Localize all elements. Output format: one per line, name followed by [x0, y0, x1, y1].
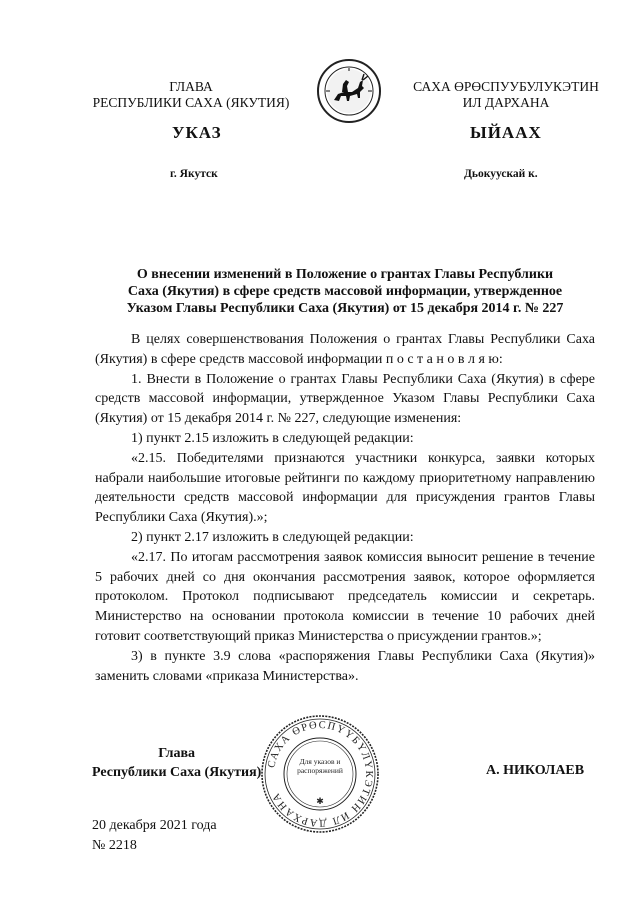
- paragraph: 2) пункт 2.17 изложить в следующей редакции:: [131, 529, 414, 545]
- header-left-line2: РЕСПУБЛИКИ САХА (ЯКУТИЯ): [92, 95, 290, 110]
- paragraph: В целях совершенствования Положения о грантах Главы Республики Саха (Якутия) в сфере средств массовой информации п о с т а н о в л я ю:: [95, 332, 595, 367]
- document-number: № 2218: [92, 838, 137, 853]
- title-line-1: О внесении изменений в Положение о грантах Главы Республики: [136, 267, 554, 282]
- official-seal-stamp: [258, 712, 382, 836]
- document-title: [95, 266, 595, 317]
- paragraph: 3) в пункте 3.9 слова «распоряжения Главы Республики Саха (Якутия)» заменить словами «приказа Министерства».: [95, 648, 595, 684]
- paragraph: «2.17. По итогам рассмотрения заявок комиссия выносит решение в течение 5 рабочих дней со дня окончания рассмотрения заявок, которое оформляется протоколом. Протокол подписывают председатель комиссии и секретарь. Министерство на основании протокола комиссии в течение 10 рабочих дней готовит соответствующий приказ Министерства о присуждении грантов.»;: [95, 549, 595, 644]
- paragraph: 1) пункт 2.15 изложить в следующей редакции:: [131, 430, 414, 446]
- seal-ring-text: САХА ӨРӨСПҮҮБҮЛҮКЭТИН ИЛ ДАРХАНА: [266, 719, 375, 829]
- paragraph: 1. Внести в Положение о грантах Главы Республики Саха (Якутия) в сфере средств массовой информации, утвержденное Указом Главы Республики Саха (Якутия) от 15 декабря 2014 г. № 227, следующие изменения:: [95, 371, 595, 427]
- document-footer: [92, 816, 217, 856]
- doc-type-left: УКАЗ: [172, 123, 222, 142]
- place-left: г. Якутск: [170, 168, 218, 180]
- seal-center-text: Для указов и распоряжений: [297, 758, 343, 775]
- document-body: [95, 330, 595, 686]
- place-right: Дьокуускай к.: [464, 168, 538, 180]
- header-right-line2: ИЛ ДАРХАНА: [462, 95, 550, 110]
- signatory-name: А. НИКОЛАЕВ: [486, 763, 585, 778]
- header-right-line1: САХА ӨРӨСПУУБУЛУКЭТИН: [413, 79, 599, 94]
- signatory-position-line2: Республики Саха (Якутия): [92, 765, 262, 780]
- header-left-line1: ГЛАВА: [169, 79, 213, 94]
- header-right: [392, 79, 620, 111]
- title-line-2: Саха (Якутия) в сфере средств массовой информации, утвержденное: [127, 284, 563, 299]
- signatory-position: [92, 744, 261, 782]
- seal-star-icon: ✱: [316, 796, 324, 806]
- doc-type-right: ЫЙААХ: [470, 123, 542, 142]
- document-date: 20 декабря 2021 года: [92, 818, 217, 833]
- republic-emblem-icon: [316, 58, 382, 124]
- paragraph: «2.15. Победителями признаются участники конкурса, заявки которых набрали наибольшие итоговые рейтинги по каждому приоритетному направлению деятельности средств массовой информации для присуждения грантов Главы Республики Саха (Якутия).»;: [95, 450, 595, 526]
- header-left: [60, 79, 322, 111]
- signatory-position-line1: Глава: [158, 746, 196, 761]
- title-line-3: Указом Главы Республики Саха (Якутия) от 15 декабря 2014 г. № 227: [126, 301, 564, 316]
